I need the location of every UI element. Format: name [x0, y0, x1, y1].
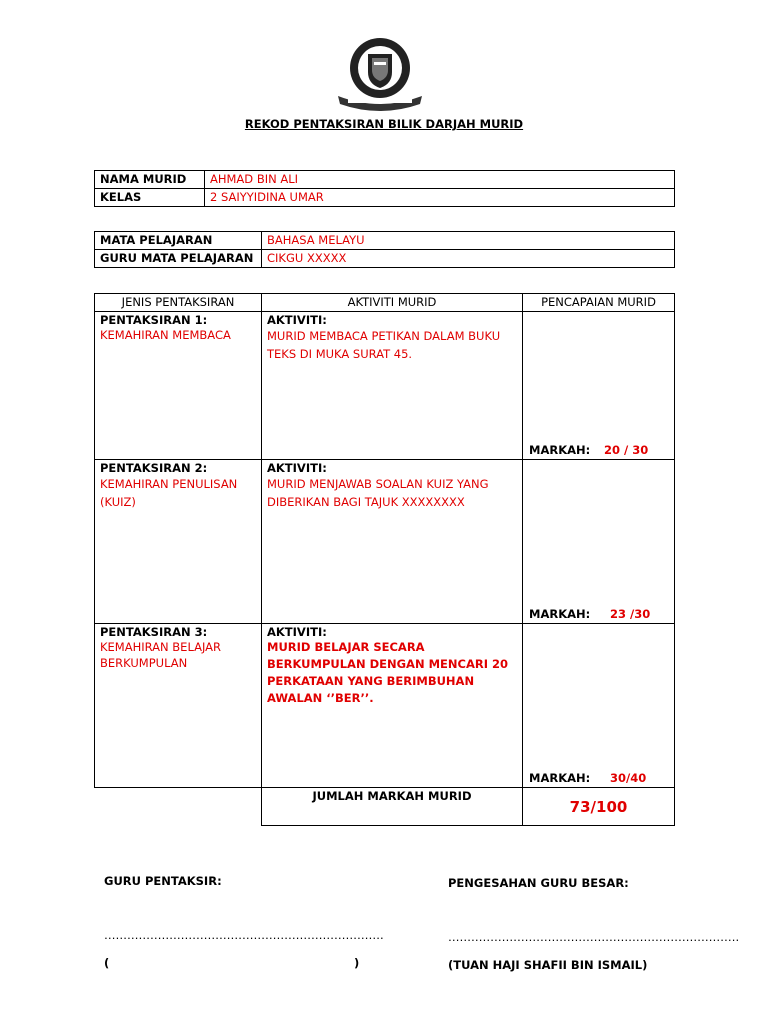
activity-description: MURID MENJAWAB SOALAN KUIZ YANG DIBERIKAN BAGI TAJUK XXXXXXXX [267, 477, 489, 509]
subject-info-table [94, 231, 675, 268]
column-header: PENCAPAIAN MURID [523, 294, 675, 312]
marks [529, 607, 651, 621]
headmaster-signature-line: …………………………………………………………………. [448, 930, 740, 944]
table-row [95, 460, 675, 624]
total-marks-value: 73/100 [523, 788, 675, 826]
assessment-type-label: PENTAKSIRAN 2: [100, 461, 208, 475]
assessment-type-value: KEMAHIRAN PENULISAN (KUIZ) [100, 477, 238, 509]
student-name-label: NAMA MURID [95, 171, 205, 189]
activity-label: AKTIVITI: [267, 313, 327, 327]
total-marks-label: JUMLAH MARKAH MURID [262, 788, 523, 826]
marks-label: MARKAH: [529, 771, 591, 785]
activity-label: AKTIVITI: [267, 461, 327, 475]
marks-label: MARKAH: [529, 443, 591, 457]
marks-value: 30/40 [610, 771, 647, 785]
headmaster-name: (TUAN HAJI SHAFII BIN ISMAIL) [448, 958, 648, 972]
column-header: AKTIVITI MURID [262, 294, 523, 312]
document-title: REKOD PENTAKSIRAN BILIK DARJAH MURID [244, 117, 524, 131]
activity-label: AKTIVITI: [267, 625, 327, 639]
marks-label: MARKAH: [529, 607, 591, 621]
table-row [95, 171, 675, 189]
total-row [95, 788, 675, 826]
class-label: KELAS [95, 189, 205, 207]
assessment-type-value: KEMAHIRAN BELAJAR BERKUMPULAN [100, 640, 222, 670]
subject-value: BAHASA MELAYU [262, 232, 675, 250]
headmaster-verification-title: PENGESAHAN GURU BESAR: [448, 876, 629, 890]
table-row [95, 232, 675, 250]
table-header-row [95, 294, 675, 312]
marks-value: 20 / 30 [604, 443, 649, 457]
student-name-value: AHMAD BIN ALI [205, 171, 675, 189]
activity-description: MURID MEMBACA PETIKAN DALAM BUKU TEKS DI MUKA SURAT 45. [267, 329, 501, 361]
assessor-teacher-title: GURU PENTAKSIR: [104, 874, 222, 888]
table-row [95, 250, 675, 268]
marks-value: 23 /30 [610, 607, 651, 621]
marks [529, 443, 649, 457]
assessment-table [94, 293, 675, 826]
assessor-name-open-bracket: ( [104, 956, 110, 970]
table-row [95, 189, 675, 207]
school-crest-logo [334, 36, 426, 116]
assessor-name-close-bracket: ) [354, 956, 360, 970]
class-value: 2 SAIYYIDINA UMAR [205, 189, 675, 207]
assessor-signature-line: ………………………………………………………………. [104, 928, 384, 942]
column-header: JENIS PENTAKSIRAN [95, 294, 262, 312]
marks [529, 771, 647, 785]
assessment-type-label: PENTAKSIRAN 1: [100, 313, 208, 327]
subject-label: MATA PELAJARAN [95, 232, 262, 250]
activity-description: MURID BELAJAR SECARA BERKUMPULAN DENGAN MENCARI 20 PERKATAAN YANG BERIMBUHAN AWALAN ‘’BER’’. [267, 640, 508, 705]
table-row [95, 624, 675, 788]
subject-teacher-value: CIKGU XXXXX [262, 250, 675, 268]
assessment-type-label: PENTAKSIRAN 3: [100, 625, 208, 639]
assessment-type-value: KEMAHIRAN MEMBACA [100, 328, 231, 342]
student-info-table [94, 170, 675, 207]
subject-teacher-label: GURU MATA PELAJARAN [95, 250, 262, 268]
table-row [95, 312, 675, 460]
